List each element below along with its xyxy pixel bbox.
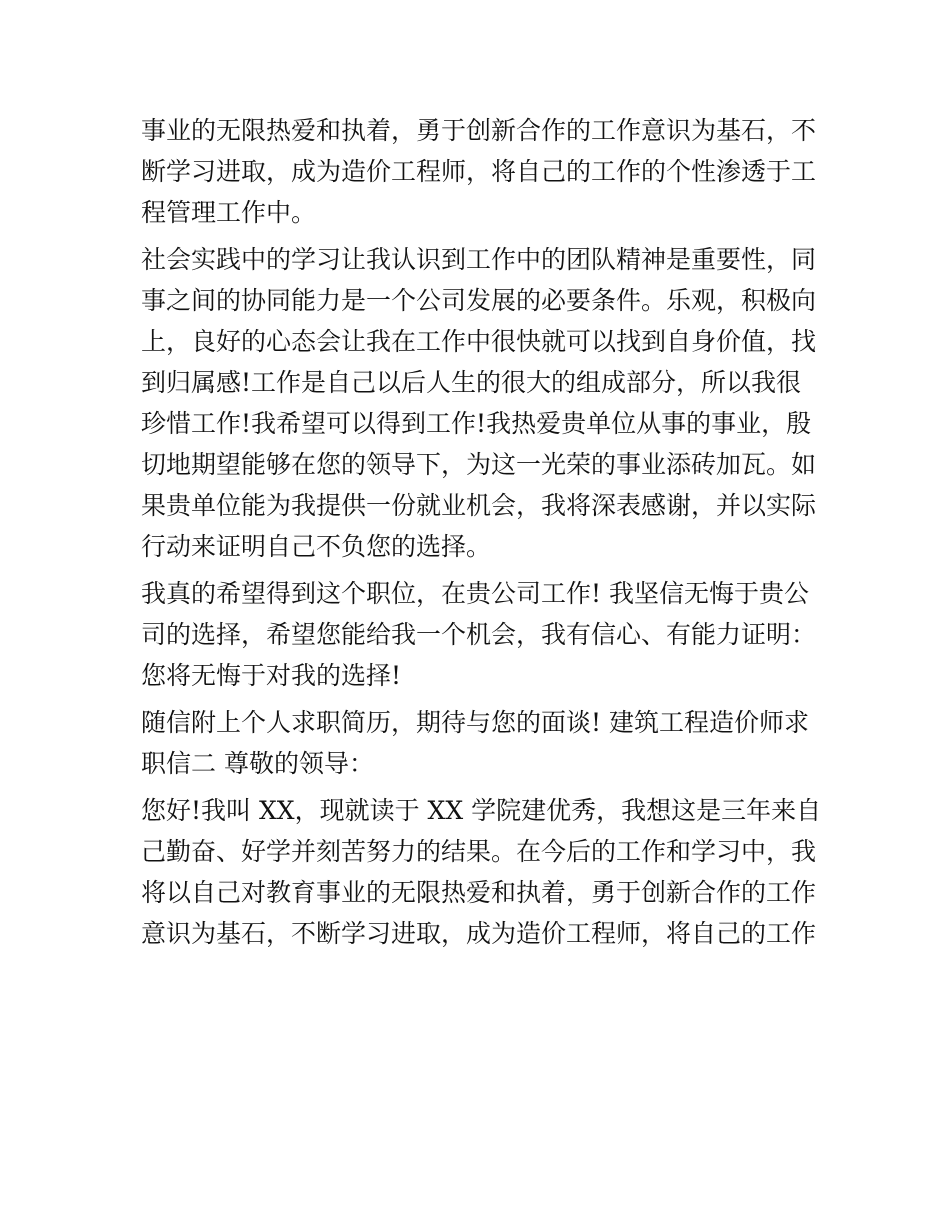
text-line: 我真的希望得到这个职位，在贵公司工作! 我坚信无悔于贵公	[141, 579, 809, 608]
text-line: 司的选择，希望您能给我一个机会，我有信心、有能力证明：	[141, 620, 817, 649]
text-line: 随信附上个人求职简历，期待与您的面谈! 建筑工程造价师求	[141, 708, 809, 737]
document-body	[141, 110, 822, 954]
text-line: 切地期望能够在您的领导下，为这一光荣的事业添砖加瓦。如	[141, 450, 817, 479]
text-line: 意识为基石，不断学习进取，成为造价工程师，将自己的工作	[141, 919, 817, 948]
text-line: 珍惜工作!我希望可以得到工作!我热爱贵单位从事的事业，殷	[141, 409, 812, 438]
text-line: 将以自己对教育事业的无限热爱和执着，勇于创新合作的工作	[141, 878, 817, 907]
text-line: 您好!我叫 XX，现就读于 XX 学院建优秀，我想这是三年来自	[141, 796, 822, 825]
text-line: 果贵单位能为我提供一份就业机会，我将深表感谢，并以实际	[141, 491, 817, 520]
text-line: 到归属感!工作是自己以后人生的很大的组成部分，所以我很	[141, 368, 802, 397]
text-line: 职信二 尊敬的领导：	[141, 749, 374, 778]
text-line: 行动来证明自己不负您的选择。	[141, 532, 492, 561]
text-line: 事之间的协同能力是一个公司发展的必要条件。乐观，积极向	[141, 286, 817, 315]
text-line: 上，良好的心态会让我在工作中很快就可以找到自身价值，找	[141, 327, 817, 356]
text-line: 断学习进取，成为造价工程师，将自己的工作的个性渗透于工	[141, 157, 817, 186]
text-line: 程管理工作中。	[141, 198, 317, 227]
text-line: 事业的无限热爱和执着，勇于创新合作的工作意识为基石，不	[141, 116, 817, 145]
text-line: 社会实践中的学习让我认识到工作中的团队精神是重要性，同	[141, 245, 817, 274]
text-line: 己勤奋、好学并刻苦努力的结果。在今后的工作和学习中，我	[141, 837, 817, 866]
text-line: 您将无悔于对我的选择!	[141, 661, 402, 690]
